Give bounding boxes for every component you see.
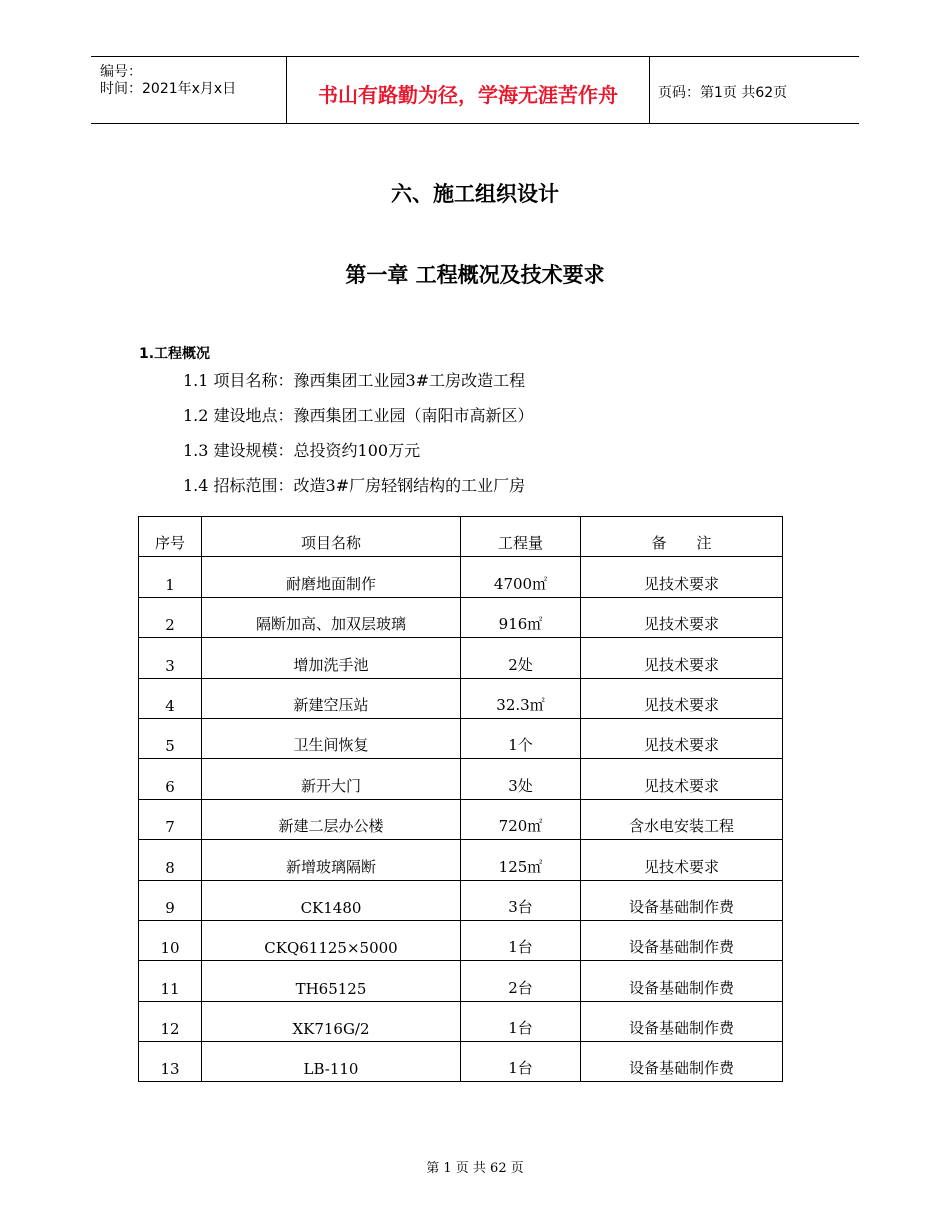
cell-name: LB-110 xyxy=(202,1042,461,1082)
cell-index: 13 xyxy=(139,1042,202,1082)
table-row xyxy=(139,840,783,880)
cell-index: 10 xyxy=(139,920,202,960)
table-row xyxy=(139,961,783,1001)
overview-item: 1.1 项目名称：豫西集团工业园3#工房改造工程 xyxy=(183,371,526,390)
cell-index: 4 xyxy=(139,678,202,718)
cell-name: 隔断加高、加双层玻璃 xyxy=(202,597,461,637)
cell-remark: 见技术要求 xyxy=(581,840,783,880)
table-row xyxy=(139,759,783,799)
cell-index: 9 xyxy=(139,880,202,920)
table-row xyxy=(139,799,783,839)
table-row xyxy=(139,557,783,597)
page-info: 页码：第1页 共62页 xyxy=(658,85,788,101)
cell-name: 新建空压站 xyxy=(202,678,461,718)
cell-quantity: 32.3㎡ xyxy=(461,678,581,718)
cell-index: 11 xyxy=(139,961,202,1001)
cell-remark: 见技术要求 xyxy=(581,638,783,678)
cell-remark: 设备基础制作费 xyxy=(581,1042,783,1082)
cell-index: 1 xyxy=(139,557,202,597)
cell-quantity: 2处 xyxy=(461,638,581,678)
cell-index: 5 xyxy=(139,718,202,758)
cell-quantity: 720㎡ xyxy=(461,799,581,839)
table-row xyxy=(139,880,783,920)
header-motto-cell xyxy=(286,57,650,123)
cell-name: 新开大门 xyxy=(202,759,461,799)
cell-remark: 设备基础制作费 xyxy=(581,1001,783,1041)
cell-name: 新建二层办公楼 xyxy=(202,799,461,839)
cell-name: CK1480 xyxy=(202,880,461,920)
overview-item: 1.3 建设规模：总投资约100万元 xyxy=(183,441,421,460)
page-header xyxy=(91,56,859,124)
cell-remark: 设备基础制作费 xyxy=(581,880,783,920)
cell-remark: 含水电安装工程 xyxy=(581,799,783,839)
table-body xyxy=(139,517,783,1082)
cell-name: XK716G/2 xyxy=(202,1001,461,1041)
cell-quantity: 125㎡ xyxy=(461,840,581,880)
cell-quantity: 916㎡ xyxy=(461,597,581,637)
section-title: 1.工程概况 xyxy=(139,346,211,362)
cell-name: 卫生间恢复 xyxy=(202,718,461,758)
cell-name: 新增玻璃隔断 xyxy=(202,840,461,880)
cell-remark: 见技术要求 xyxy=(581,557,783,597)
cell-remark: 见技术要求 xyxy=(581,597,783,637)
cell-quantity: 1台 xyxy=(461,920,581,960)
cell-index: 6 xyxy=(139,759,202,799)
table-row xyxy=(139,718,783,758)
overview-item: 1.2 建设地点：豫西集团工业园（南阳市高新区） xyxy=(183,406,534,425)
cell-quantity: 2台 xyxy=(461,961,581,1001)
header-page-cell xyxy=(649,57,859,123)
cell-remark: 见技术要求 xyxy=(581,678,783,718)
header-cell-name: 项目名称 xyxy=(202,517,461,557)
cell-quantity: 1个 xyxy=(461,718,581,758)
table-header-row xyxy=(139,517,783,557)
page-footer: 第 1 页 共 62 页 xyxy=(426,1161,524,1176)
cell-name: 耐磨地面制作 xyxy=(202,557,461,597)
table-row xyxy=(139,1001,783,1041)
cell-remark: 见技术要求 xyxy=(581,718,783,758)
time-label: 时间：2021年x月x日 xyxy=(100,81,237,97)
cell-quantity: 3处 xyxy=(461,759,581,799)
serial-label: 编号： xyxy=(100,64,142,80)
cell-quantity: 1台 xyxy=(461,1042,581,1082)
table-row xyxy=(139,678,783,718)
cell-index: 12 xyxy=(139,1001,202,1041)
cell-remark: 见技术要求 xyxy=(581,759,783,799)
header-cell-quantity: 工程量 xyxy=(461,517,581,557)
work-items-table xyxy=(138,516,783,1082)
header-cell-index: 序号 xyxy=(139,517,202,557)
cell-name: 增加洗手池 xyxy=(202,638,461,678)
cell-quantity: 3台 xyxy=(461,880,581,920)
cell-index: 2 xyxy=(139,597,202,637)
cell-index: 7 xyxy=(139,799,202,839)
motto-text: 书山有路勤为径，学海无涯苦作舟 xyxy=(318,83,618,107)
cell-remark: 设备基础制作费 xyxy=(581,961,783,1001)
cell-name: TH65125 xyxy=(202,961,461,1001)
table-row xyxy=(139,597,783,637)
cell-index: 8 xyxy=(139,840,202,880)
cell-remark: 设备基础制作费 xyxy=(581,920,783,960)
header-meta-cell xyxy=(91,57,286,123)
overview-item: 1.4 招标范围：改造3#厂房轻钢结构的工业厂房 xyxy=(183,476,526,495)
header-cell-remark: 备 注 xyxy=(581,517,783,557)
table-row xyxy=(139,920,783,960)
table-row xyxy=(139,638,783,678)
cell-name: CKQ61125×5000 xyxy=(202,920,461,960)
document-title: 六、施工组织设计 xyxy=(391,182,559,206)
table-row xyxy=(139,1042,783,1082)
chapter-title: 第一章 工程概况及技术要求 xyxy=(345,263,605,287)
cell-index: 3 xyxy=(139,638,202,678)
cell-quantity: 4700㎡ xyxy=(461,557,581,597)
cell-quantity: 1台 xyxy=(461,1001,581,1041)
